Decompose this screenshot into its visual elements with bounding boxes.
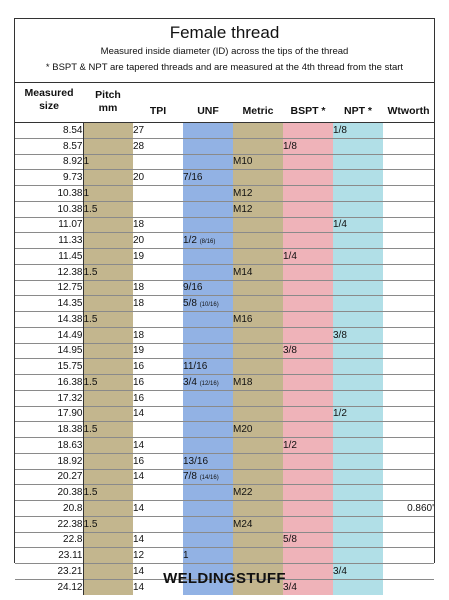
metric-cell — [233, 343, 283, 359]
size-cell: 14.35 — [15, 296, 83, 312]
whitworth-cell — [383, 422, 434, 438]
whitworth-cell: 0.860' — [383, 501, 434, 517]
unf-cell — [183, 138, 233, 154]
bspt-cell — [283, 123, 333, 139]
pitch-cell — [83, 123, 133, 139]
unf-cell — [183, 264, 233, 280]
unf-cell — [183, 501, 233, 517]
metric-cell — [233, 296, 283, 312]
size-cell: 24.12 — [15, 579, 83, 595]
tpi-cell: 18 — [133, 296, 183, 312]
size-cell: 11.07 — [15, 217, 83, 233]
table-row — [15, 312, 434, 328]
npt-cell — [333, 532, 383, 548]
tpi-cell: 16 — [133, 390, 183, 406]
metric-cell — [233, 438, 283, 454]
table-row — [15, 217, 434, 233]
size-cell: 10.38 — [15, 201, 83, 217]
metric-cell — [233, 327, 283, 343]
size-cell: 16.38 — [15, 375, 83, 391]
metric-cell: M22 — [233, 485, 283, 501]
pitch-cell: 1.5 — [83, 264, 133, 280]
metric-cell — [233, 453, 283, 469]
col-header-metric: Metric — [242, 105, 274, 117]
metric-cell — [233, 406, 283, 422]
col-header-size-line1: Measured — [24, 87, 74, 99]
table-row — [15, 532, 434, 548]
whitworth-cell — [383, 469, 434, 485]
metric-cell: M18 — [233, 375, 283, 391]
unf-cell — [183, 186, 233, 202]
npt-cell — [333, 264, 383, 280]
table-row — [15, 501, 434, 517]
bspt-cell — [283, 469, 333, 485]
thread-table — [15, 122, 434, 595]
tpi-cell — [133, 201, 183, 217]
pitch-cell — [83, 453, 133, 469]
metric-cell: M12 — [233, 186, 283, 202]
size-cell: 20.27 — [15, 469, 83, 485]
size-cell: 9.73 — [15, 170, 83, 186]
whitworth-cell — [383, 123, 434, 139]
size-cell: 17.90 — [15, 406, 83, 422]
metric-cell: M16 — [233, 312, 283, 328]
npt-cell: 3/8 — [333, 327, 383, 343]
pitch-cell — [83, 343, 133, 359]
col-header-measured-size — [15, 87, 83, 113]
table-row — [15, 123, 434, 139]
bspt-cell: 1/4 — [283, 249, 333, 265]
npt-cell: 1/4 — [333, 217, 383, 233]
metric-cell — [233, 469, 283, 485]
npt-cell — [333, 548, 383, 564]
metric-cell — [233, 359, 283, 375]
size-cell: 22.38 — [15, 516, 83, 532]
size-cell: 20.8 — [15, 501, 83, 517]
npt-cell — [333, 296, 383, 312]
tpi-cell: 19 — [133, 249, 183, 265]
npt-cell — [333, 249, 383, 265]
pitch-cell: 1.5 — [83, 516, 133, 532]
col-header-bspt: BSPT * — [290, 105, 326, 117]
npt-cell — [333, 312, 383, 328]
table-row — [15, 453, 434, 469]
tpi-cell: 18 — [133, 327, 183, 343]
size-cell: 14.38 — [15, 312, 83, 328]
unf-sixteenths-note: (14/16) — [199, 475, 219, 482]
bspt-cell: 3/8 — [283, 343, 333, 359]
pitch-cell — [83, 217, 133, 233]
tpi-cell — [133, 312, 183, 328]
table-row — [15, 438, 434, 454]
unf-cell — [183, 154, 233, 170]
size-cell: 8.92 — [15, 154, 83, 170]
npt-cell — [333, 186, 383, 202]
unf-size: 7/16 — [183, 172, 203, 184]
metric-cell: M24 — [233, 516, 283, 532]
chart-title: Female thread — [169, 23, 280, 42]
whitworth-cell — [383, 186, 434, 202]
whitworth-cell — [383, 485, 434, 501]
tpi-cell: 14 — [133, 579, 183, 595]
whitworth-cell — [383, 201, 434, 217]
unf-cell — [183, 406, 233, 422]
bspt-cell — [283, 312, 333, 328]
unf-cell — [183, 422, 233, 438]
table-row — [15, 469, 434, 485]
bspt-cell — [283, 548, 333, 564]
metric-cell: M14 — [233, 264, 283, 280]
size-cell: 17.32 — [15, 390, 83, 406]
npt-cell — [333, 138, 383, 154]
bspt-cell — [283, 406, 333, 422]
bspt-cell — [283, 217, 333, 233]
metric-cell — [233, 217, 283, 233]
thread-table-body — [15, 123, 434, 596]
bspt-cell: 5/8 — [283, 532, 333, 548]
col-header-size-line2: size — [39, 100, 59, 112]
size-cell: 10.38 — [15, 186, 83, 202]
npt-cell — [333, 233, 383, 249]
bspt-cell — [283, 186, 333, 202]
table-row — [15, 327, 434, 343]
unf-cell — [183, 280, 233, 296]
whitworth-cell — [383, 217, 434, 233]
size-cell: 12.38 — [15, 264, 83, 280]
table-row — [15, 233, 434, 249]
npt-cell: 1/2 — [333, 406, 383, 422]
unf-cell — [183, 548, 233, 564]
unf-cell — [183, 249, 233, 265]
bspt-cell — [283, 485, 333, 501]
size-cell: 20.38 — [15, 485, 83, 501]
unf-cell — [183, 233, 233, 249]
table-row — [15, 249, 434, 265]
whitworth-cell — [383, 327, 434, 343]
bspt-cell — [283, 359, 333, 375]
whitworth-cell — [383, 312, 434, 328]
table-row — [15, 548, 434, 564]
bspt-cell — [283, 154, 333, 170]
whitworth-cell — [383, 154, 434, 170]
unf-cell — [183, 375, 233, 391]
unf-size: 11/16 — [183, 361, 208, 373]
npt-cell — [333, 485, 383, 501]
size-cell: 18.38 — [15, 422, 83, 438]
whitworth-cell — [383, 138, 434, 154]
bspt-cell — [283, 422, 333, 438]
pitch-cell — [83, 233, 133, 249]
size-cell: 12.75 — [15, 280, 83, 296]
pitch-cell: 1.5 — [83, 375, 133, 391]
table-row — [15, 186, 434, 202]
unf-cell — [183, 170, 233, 186]
unf-size: 13/16 — [183, 455, 209, 467]
brand-footer: WELDINGSTUFF — [163, 570, 286, 587]
npt-cell — [333, 501, 383, 517]
table-row — [15, 264, 434, 280]
tpi-cell — [133, 485, 183, 501]
pitch-cell — [83, 390, 133, 406]
pitch-cell — [83, 532, 133, 548]
pitch-cell — [83, 170, 133, 186]
col-header-pitch-line1: Pitch — [95, 89, 121, 101]
tpi-cell — [133, 516, 183, 532]
bspt-cell — [283, 516, 333, 532]
unf-size: 1/2 — [183, 235, 197, 247]
bspt-cell: 1/8 — [283, 138, 333, 154]
whitworth-cell — [383, 375, 434, 391]
tpi-cell: 28 — [133, 138, 183, 154]
metric-cell — [233, 280, 283, 296]
unf-cell — [183, 438, 233, 454]
whitworth-cell — [383, 438, 434, 454]
tpi-cell: 14 — [133, 501, 183, 517]
whitworth-cell — [383, 343, 434, 359]
metric-cell — [233, 390, 283, 406]
bspt-cell — [283, 453, 333, 469]
size-cell: 23.11 — [15, 548, 83, 564]
size-cell: 23.21 — [15, 564, 83, 580]
tpi-cell: 18 — [133, 280, 183, 296]
bspt-cell — [283, 296, 333, 312]
npt-cell — [333, 390, 383, 406]
whitworth-cell — [383, 532, 434, 548]
tpi-cell — [133, 186, 183, 202]
npt-cell: 3/4 — [333, 564, 383, 580]
metric-cell — [233, 532, 283, 548]
npt-cell — [333, 343, 383, 359]
metric-cell — [233, 170, 283, 186]
pitch-cell — [83, 469, 133, 485]
table-row — [15, 359, 434, 375]
tpi-cell — [133, 154, 183, 170]
npt-cell — [333, 170, 383, 186]
unf-sixteenths-note: (12/16) — [199, 380, 219, 387]
unf-size: 5/8 — [183, 298, 197, 310]
size-cell: 11.33 — [15, 233, 83, 249]
pitch-cell: 1 — [83, 186, 133, 202]
table-row — [15, 154, 434, 170]
tpi-cell: 20 — [133, 170, 183, 186]
metric-cell: M20 — [233, 422, 283, 438]
tpi-cell: 16 — [133, 453, 183, 469]
table-row — [15, 201, 434, 217]
metric-cell: M10 — [233, 154, 283, 170]
col-header-unf: UNF — [197, 105, 219, 117]
table-row — [15, 138, 434, 154]
unf-cell — [183, 532, 233, 548]
unf-sixteenths-note: (8/16) — [199, 239, 216, 246]
whitworth-cell — [383, 359, 434, 375]
col-header-npt: NPT * — [343, 105, 372, 117]
unf-cell — [183, 201, 233, 217]
tpi-cell: 16 — [133, 359, 183, 375]
npt-cell — [333, 469, 383, 485]
npt-cell — [333, 438, 383, 454]
tpi-cell: 14 — [133, 469, 183, 485]
tpi-cell — [133, 422, 183, 438]
table-row — [15, 390, 434, 406]
bspt-cell — [283, 170, 333, 186]
metric-cell — [233, 548, 283, 564]
pitch-cell — [83, 548, 133, 564]
npt-cell — [333, 359, 383, 375]
size-cell: 22.8 — [15, 532, 83, 548]
bspt-cell — [283, 201, 333, 217]
unf-cell — [183, 327, 233, 343]
pitch-cell: 1.5 — [83, 312, 133, 328]
whitworth-cell — [383, 516, 434, 532]
table-row — [15, 343, 434, 359]
unf-size: 7/8 — [183, 471, 197, 483]
bspt-cell — [283, 390, 333, 406]
whitworth-cell — [383, 453, 434, 469]
tpi-cell: 19 — [133, 343, 183, 359]
pitch-cell — [83, 359, 133, 375]
table-row — [15, 516, 434, 532]
table-row — [15, 485, 434, 501]
unf-cell — [183, 453, 233, 469]
unf-cell — [183, 296, 233, 312]
pitch-cell — [83, 438, 133, 454]
whitworth-cell — [383, 406, 434, 422]
npt-cell: 1/8 — [333, 123, 383, 139]
unf-cell — [183, 123, 233, 139]
tpi-cell: 20 — [133, 233, 183, 249]
pitch-cell: 1 — [83, 154, 133, 170]
unf-cell — [183, 485, 233, 501]
metric-cell — [233, 501, 283, 517]
tpi-cell: 14 — [133, 406, 183, 422]
pitch-cell: 1.5 — [83, 201, 133, 217]
size-cell: 11.45 — [15, 249, 83, 265]
pitch-cell: 1.5 — [83, 422, 133, 438]
unf-cell — [183, 217, 233, 233]
size-cell: 14.95 — [15, 343, 83, 359]
table-row — [15, 406, 434, 422]
whitworth-cell — [383, 548, 434, 564]
unf-cell — [183, 359, 233, 375]
whitworth-cell — [383, 296, 434, 312]
bspt-cell — [283, 327, 333, 343]
bspt-cell: 3/4 — [283, 579, 333, 595]
tpi-cell: 16 — [133, 375, 183, 391]
bspt-cell — [283, 280, 333, 296]
table-row — [15, 170, 434, 186]
table-row — [15, 280, 434, 296]
metric-cell — [233, 123, 283, 139]
bspt-cell — [283, 233, 333, 249]
whitworth-cell — [383, 390, 434, 406]
metric-cell: M12 — [233, 201, 283, 217]
npt-cell — [333, 280, 383, 296]
metric-cell — [233, 138, 283, 154]
unf-size: 1 — [183, 550, 189, 562]
whitworth-cell — [383, 280, 434, 296]
tpi-cell — [133, 264, 183, 280]
whitworth-cell — [383, 233, 434, 249]
unf-sixteenths-note: (10/16) — [199, 302, 219, 309]
npt-cell — [333, 422, 383, 438]
chart-header — [15, 19, 434, 82]
pitch-cell: 1.5 — [83, 485, 133, 501]
size-cell: 8.54 — [15, 123, 83, 139]
whitworth-cell — [383, 170, 434, 186]
size-cell: 18.92 — [15, 453, 83, 469]
table-row — [15, 422, 434, 438]
size-cell: 15.75 — [15, 359, 83, 375]
pitch-cell — [83, 406, 133, 422]
unf-cell — [183, 343, 233, 359]
size-cell: 18.63 — [15, 438, 83, 454]
tpi-cell: 12 — [133, 548, 183, 564]
unf-cell — [183, 390, 233, 406]
table-row — [15, 375, 434, 391]
tpi-cell: 14 — [133, 564, 183, 580]
metric-cell — [233, 233, 283, 249]
pitch-cell — [83, 501, 133, 517]
bspt-cell — [283, 264, 333, 280]
tpi-cell: 14 — [133, 532, 183, 548]
pitch-cell — [83, 280, 133, 296]
tpi-cell: 14 — [133, 438, 183, 454]
whitworth-cell — [383, 264, 434, 280]
npt-cell — [333, 375, 383, 391]
npt-cell — [333, 453, 383, 469]
npt-cell — [333, 516, 383, 532]
col-header-tpi: TPI — [149, 105, 167, 117]
header-divider — [15, 82, 434, 83]
bspt-cell — [283, 501, 333, 517]
unf-cell — [183, 469, 233, 485]
bspt-cell — [283, 375, 333, 391]
unf-cell — [183, 516, 233, 532]
metric-cell — [233, 249, 283, 265]
col-header-pitch-line2: mm — [98, 102, 118, 114]
unf-cell — [183, 312, 233, 328]
npt-cell — [333, 201, 383, 217]
chart-subtitle-tapered-note: * BSPT & NPT are tapered threads and are measured at the 4th thread from the start — [45, 62, 404, 73]
size-cell: 8.57 — [15, 138, 83, 154]
table-row — [15, 296, 434, 312]
chart-subtitle-measurement: Measured inside diameter (ID) across the tips of the thread — [100, 46, 349, 57]
col-header-pitch — [83, 89, 133, 115]
tpi-cell: 18 — [133, 217, 183, 233]
pitch-cell — [83, 327, 133, 343]
tpi-cell: 27 — [133, 123, 183, 139]
col-header-whitworth: Wtworth — [387, 105, 430, 117]
pitch-cell — [83, 138, 133, 154]
npt-cell — [333, 154, 383, 170]
whitworth-cell — [383, 249, 434, 265]
size-cell: 14.49 — [15, 327, 83, 343]
bspt-cell: 1/2 — [283, 438, 333, 454]
unf-size: 9/16 — [183, 282, 203, 294]
unf-size: 3/4 — [183, 376, 197, 388]
pitch-cell — [83, 296, 133, 312]
pitch-cell — [83, 249, 133, 265]
